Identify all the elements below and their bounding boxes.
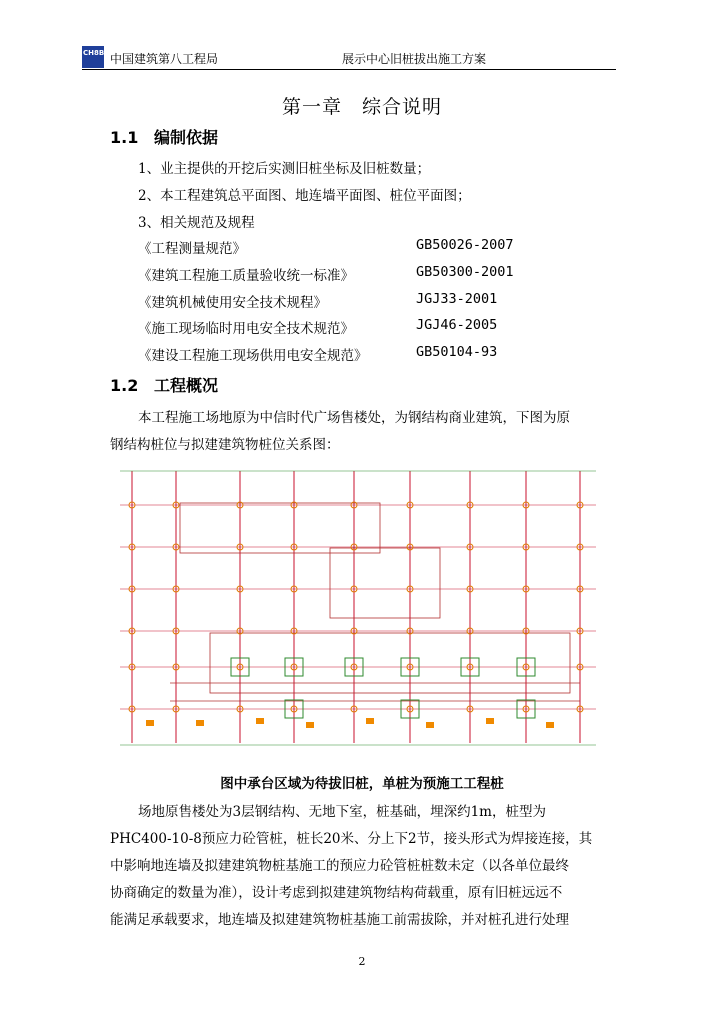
page-header xyxy=(82,44,616,70)
list-item: 3、相关规范及规程 xyxy=(138,215,255,231)
section-heading-1-1 xyxy=(110,125,218,148)
standard-name: 《建筑工程施工质量验收统一标准》 xyxy=(138,268,354,284)
new-pile xyxy=(146,720,154,726)
paragraph-line: 能满足承载要求，地连墙及拟建建筑物桩基施工前需拔除，并对桩孔进行处理 xyxy=(110,912,569,928)
list-item: 1、业主提供的开挖后实测旧桩坐标及旧桩数量； xyxy=(138,161,431,177)
organization-name: 中国建筑第八工程局 xyxy=(110,52,219,66)
standard-code: GB50026-2007 xyxy=(416,237,514,253)
standard-name: 《工程测量规范》 xyxy=(138,241,246,257)
company-logo xyxy=(82,46,104,68)
paragraph-line: 钢结构桩位与拟建建筑物桩位关系图： xyxy=(110,437,340,453)
standard-name: 《施工现场临时用电安全技术规范》 xyxy=(138,321,354,337)
section-title: 编制依据 xyxy=(154,128,219,147)
standard-code: JGJ46-2005 xyxy=(416,317,498,333)
section-number: 1.2 xyxy=(110,376,139,395)
paragraph-line: 中影响地连墙及拟建建筑物桩基施工的预应力砼管桩桩数未定（以各单位最终 xyxy=(110,858,569,874)
section-number: 1.1 xyxy=(110,128,139,147)
document-title: 展示中心旧桩拔出施工方案 xyxy=(342,52,487,66)
logo-text: CH8B xyxy=(83,49,105,57)
new-pile xyxy=(306,722,314,728)
section-title: 工程概况 xyxy=(154,376,219,395)
standard-name: 《建筑机械使用安全技术规程》 xyxy=(138,295,327,311)
header-rule xyxy=(82,69,616,70)
standard-code: JGJ33-2001 xyxy=(416,291,498,307)
pile-layout-drawing xyxy=(110,463,606,753)
chapter-title: 第一章 综合说明 xyxy=(281,96,442,118)
standard-code: GB50104-93 xyxy=(416,344,498,360)
new-pile xyxy=(196,720,204,726)
new-pile xyxy=(486,718,494,724)
new-pile xyxy=(366,718,374,724)
standard-name: 《建设工程施工现场供用电安全规范》 xyxy=(138,348,368,364)
paragraph-line: 本工程施工场地原为中信时代广场售楼处，为钢结构商业建筑，下图为原 xyxy=(138,410,570,426)
paragraph-line: PHC400-10-8预应力砼管桩，桩长20米、分上下2节，接头形式为焊接连接，其 xyxy=(110,831,593,847)
page-number: 2 xyxy=(358,955,366,968)
new-pile xyxy=(426,722,434,728)
list-item: 2、本工程建筑总平面图、地连墙平面图、桩位平面图； xyxy=(138,188,471,204)
paragraph-line: 场地原售楼处为3层钢结构、无地下室，桩基础，埋深约1m，桩型为 xyxy=(138,804,546,820)
figure-caption: 图中承台区域为待拔旧桩，单桩为预施工工程桩 xyxy=(220,776,504,792)
section-heading-1-2 xyxy=(110,373,218,396)
standard-code: GB50300-2001 xyxy=(416,264,514,280)
new-pile xyxy=(256,718,264,724)
paragraph-line: 协商确定的数量为准），设计考虑到拟建建筑物结构荷载重，原有旧桩远远不 xyxy=(110,885,563,901)
new-pile xyxy=(546,722,554,728)
